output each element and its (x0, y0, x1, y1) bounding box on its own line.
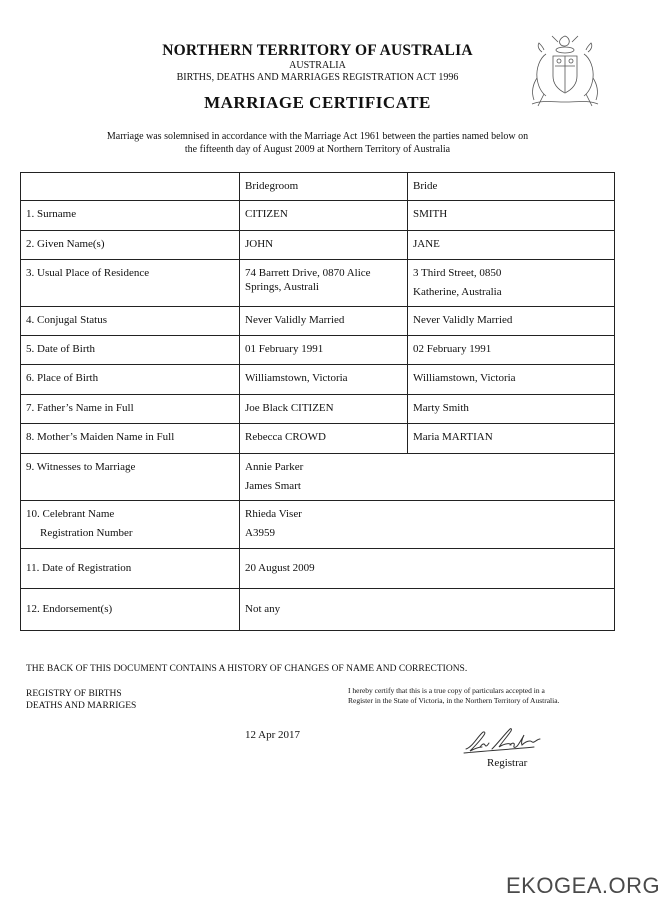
groom-date-of-birth: 01 February 1991 (240, 336, 408, 365)
bride-residence-line-1: 3 Third Street, 0850 (413, 267, 502, 279)
table-row (21, 231, 615, 260)
intro-line-2: the fifteenth day of August 2009 at Northern Territory of Australia (184, 144, 451, 155)
row-label-surname: 1. Surname (21, 201, 240, 231)
groom-mother: Rebecca CROWD (240, 424, 408, 454)
certificate-table (20, 172, 615, 631)
witnesses-cell (240, 454, 615, 501)
bride-residence-cell (408, 260, 615, 307)
table-row (21, 365, 615, 395)
table-row (21, 260, 615, 307)
table-row (21, 336, 615, 365)
bride-place-of-birth: Williamstown, Victoria (408, 365, 615, 395)
row-label-father: 7. Father’s Name in Full (21, 395, 240, 424)
celebrant-registration-number: A3959 (245, 527, 275, 539)
bride-surname: SMITH (408, 201, 615, 231)
table-row (21, 589, 615, 631)
row-label-witnesses: 9. Witnesses to Marriage (21, 454, 240, 501)
bride-conjugal-status: Never Validly Married (408, 307, 615, 336)
watermark: EKOGEA.ORG (506, 873, 660, 898)
row-label-date-of-registration: 11. Date of Registration (21, 549, 240, 589)
groom-place-of-birth: Williamstown, Victoria (240, 365, 408, 395)
registrar-label: Registrar (487, 757, 528, 769)
table-row (21, 454, 615, 501)
celebrant-name: Rhieda Viser (245, 508, 302, 520)
act-subheading: BIRTHS, DEATHS AND MARRIAGES REGISTRATION ACT 1996 (176, 72, 459, 83)
country-subheading: AUSTRALIA (289, 60, 346, 71)
groom-father: Joe Black CITIZEN (240, 395, 408, 424)
signature-text: Ein Kelsehen (462, 725, 468, 726)
certify-line-2: Register in the State of Victoria, in the Northern Territory of Australia. (348, 696, 560, 705)
witness-2: James Smart (245, 480, 301, 492)
witness-1: Annie Parker (245, 461, 304, 473)
groom-residence: 74 Barrett Drive, 0870 Alice Springs, Australi (240, 260, 408, 307)
header-blank-cell (21, 173, 240, 201)
celebrant-cell (240, 501, 615, 549)
table-row (21, 549, 615, 589)
row-label-registration-number: Registration Number (40, 527, 133, 539)
table-header-row (21, 173, 615, 201)
territory-heading: NORTHERN TERRITORY OF AUSTRALIA (162, 42, 473, 59)
row-label-mother: 8. Mother’s Maiden Name in Full (21, 424, 240, 454)
groom-given-names: JOHN (240, 231, 408, 260)
coat-of-arms-icon (522, 32, 608, 110)
row-label-celebrant: 10. Celebrant Name (26, 508, 115, 520)
endorsements: Not any (240, 589, 615, 631)
row-label-conjugal-status: 4. Conjugal Status (21, 307, 240, 336)
table-row (21, 395, 615, 424)
bride-given-names: JANE (408, 231, 615, 260)
row-label-given-names: 2. Given Name(s) (21, 231, 240, 260)
row-label-celebrant-cell (21, 501, 240, 549)
table-row (21, 307, 615, 336)
date-of-registration: 20 August 2009 (240, 549, 615, 589)
table-row (21, 201, 615, 231)
row-label-place-of-birth: 6. Place of Birth (21, 365, 240, 395)
table-row (21, 424, 615, 454)
intro-line-1: Marriage was solemnised in accordance with the Marriage Act 1961 between the parties named below on (106, 131, 529, 142)
bride-father: Marty Smith (408, 395, 615, 424)
registrar-signature (462, 725, 562, 757)
certificate-title: MARRIAGE CERTIFICATE (204, 93, 431, 112)
bride-mother: Maria MARTIAN (408, 424, 615, 454)
groom-surname: CITIZEN (240, 201, 408, 231)
row-label-endorsements: 12. Endorsement(s) (21, 589, 240, 631)
groom-conjugal-status: Never Validly Married (240, 307, 408, 336)
row-label-date-of-birth: 5. Date of Birth (21, 336, 240, 365)
certify-line-1: I hereby certify that this is a true copy of particulars accepted in a (348, 686, 545, 695)
registry-name (26, 688, 136, 712)
registry-line-1: REGISTRY OF BIRTHS (26, 689, 122, 699)
certificate-header (60, 42, 575, 113)
intro-statement (60, 130, 575, 156)
column-header-bridegroom: Bridegroom (240, 173, 408, 201)
bride-residence-line-2: Katherine, Australia (413, 286, 502, 298)
back-of-document-note: THE BACK OF THIS DOCUMENT CONTAINS A HISTORY OF CHANGES OF NAME AND CORRECTIONS. (26, 664, 468, 674)
bride-date-of-birth: 02 February 1991 (408, 336, 615, 365)
issue-date: 12 Apr 2017 (245, 729, 300, 741)
column-header-bride: Bride (408, 173, 615, 201)
table-row (21, 501, 615, 549)
certification-statement (348, 686, 608, 706)
registry-line-2: DEATHS AND MARRIGES (26, 701, 137, 711)
row-label-residence: 3. Usual Place of Residence (21, 260, 240, 307)
